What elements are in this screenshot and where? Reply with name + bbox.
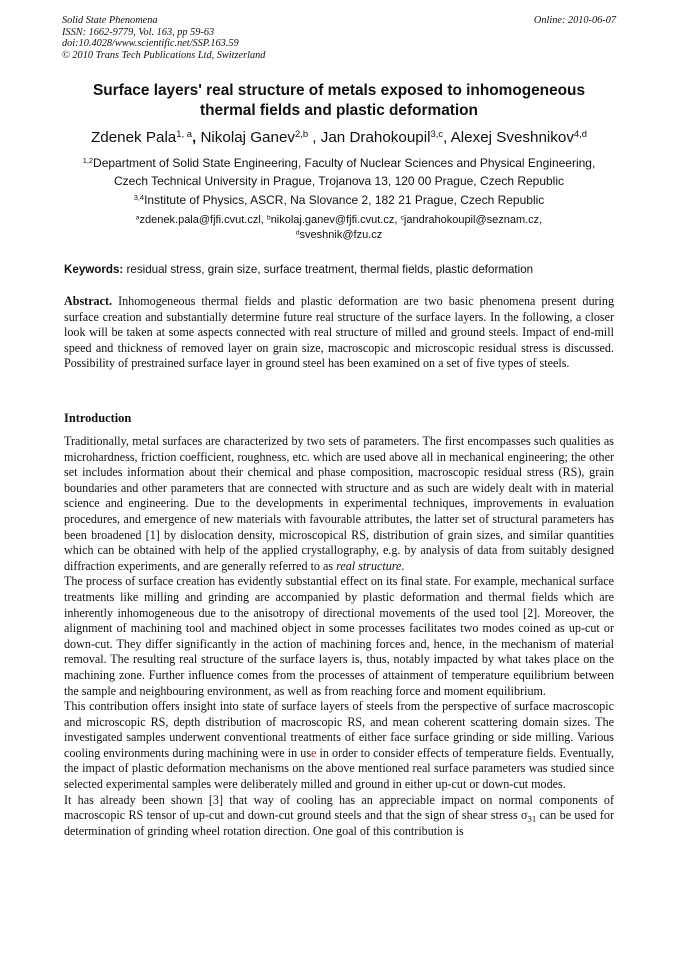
author-name: Zdenek Pala xyxy=(90,129,177,146)
paragraph: Traditionally, metal surfaces are characterized by two sets of parameters. The first encompasses such qualities as microhardness, friction coefficient, roughness, etc. which are used above all in mechanical engineering; the other set includes information about their chemical and phase composition, macroscopic residual stress (RS), grain boundaries and other parameters that are connected with structure and as such are widely dealt with in material science and engineering. Due to the developments in experimental techniques, improvements in evaluation procedures, and emergence of new materials with favourable attributes, the latter set of structural parameters has been broadened [1] by dislocation density, microscopical RS, distribution of grain sizes, and similar quantities which can be obtained with help of the applied crystallography, e.g. by analysis of data from suitably designed diffraction experiments, and are generally referred to as real structure. xyxy=(64,434,614,573)
email-b[interactable]: nikolaj.ganev@fjfi.cvut.cz, xyxy=(270,214,398,226)
author-name: Nikolaj Ganev xyxy=(200,129,295,146)
paper-title xyxy=(60,81,618,120)
keywords-text: residual stress, grain size, surface treatment, thermal fields, plastic deformation xyxy=(126,263,534,276)
email-d[interactable]: sveshnik@fzu.cz xyxy=(299,228,383,241)
affiliation-line: Department of Solid State Engineering, Faculty of Nuclear Sciences and Physical Engineering, xyxy=(93,156,596,170)
abstract xyxy=(64,294,614,372)
title-line-1: Surface layers' real structure of metals exposed to inhomogeneous xyxy=(92,82,586,99)
keywords-label: Keywords: xyxy=(64,263,124,276)
affiliation-sup: 1,2 xyxy=(82,155,94,165)
email-a[interactable]: zdenek.pala@fjfi.cvut.czl, xyxy=(139,214,264,226)
email-list: $^a$zdenek.pala@fjfi.cvut.czl, $^b$nikolaj.ganev@fjfi.cvut.cz, $^c$jandrahokoupil@seznam.cz, $^d$sveshnik@fzu.cz xyxy=(135,214,543,241)
paragraph: The process of surface creation has evidently substantial effect on its final state. For example, mechanical surface treatments like milling and grinding are accompanied by plastic deformation and thermal fields which are inherently inhomogeneous due to the anisotropy of directional movements of the used tool [2]. Moreover, the alignment of machining tool and machined object in some processes facilitates two modes coined as up-cut or down-cut. They differ significantly in the action of machining forces and, hence, in the mechanism of material removal. The resulting real structure of the surface layers is, thus, notably impacted by what takes place on the machining zone. Further influence comes from the processes of attainment of temperature equilibrium between the sample and neighbouring environment, as well as from reaching force and moment equilibrium. xyxy=(64,574,614,698)
paragraph: This contribution offers insight into state of surface layers of steels from the perspective of surface macroscopic and microscopic RS, depth distribution of macroscopic RS, and mean coherent scattering domain sizes. The investigated samples underwent conventional treatments of either face surface grinding or side milling. Various cooling environments during machining were in use in order to consider effects of temperature fields. Eventually, the impact of plastic deformation mechanisms on the above mentioned real surface parameters was studied since selected experimental samples were deliberately milled and ground in either up-cut or down-cut modes. xyxy=(64,699,615,792)
abstract-label: Abstract. xyxy=(64,294,113,308)
journal-name: Solid State Phenomena xyxy=(62,15,158,26)
affiliation-1 xyxy=(50,155,628,190)
issn-line: ISSN: 1662-9779, Vol. 163, pp 59-63 xyxy=(62,26,215,38)
italic-term: real structure xyxy=(336,558,402,573)
author-list: Zdenek Pala$^{1, a}$, Nikolaj Ganev$^{2,b}$ , Jan Drahokoupil$^{3,c}$, Alexej Sveshnikov$^{4,d}$ xyxy=(90,127,588,146)
section-heading-introduction: Introduction xyxy=(64,411,132,425)
affiliation-2 xyxy=(50,192,628,210)
keywords xyxy=(64,262,533,277)
affiliation-line: Institute of Physics, ASCR, Na Slovance 2, 182 21 Prague, Czech Republic xyxy=(144,193,545,207)
introduction-body xyxy=(64,434,614,839)
doi-line: doi:10.4028/www.scientific.net/SSP.163.59 xyxy=(62,38,239,50)
author-sup: 2,b xyxy=(294,127,309,139)
highlighted-letter: e xyxy=(311,745,317,760)
abstract-text: Inhomogeneous thermal fields and plastic deformation are two basic phenomena present during surface creation and substantially determine future real structure of the surface layers. In the following, a closer look will be taken at some aspects connected with real structure of milled and ground steels. Impact of end-mill speed and thickness of removed layer on grain size, macroscopic and microscopic residual stress is discussed. Possibility of prestrained surface layer in ground steel has been examined on a set of five types of steels. xyxy=(64,294,614,371)
email-c[interactable]: jandrahokoupil@seznam.cz, xyxy=(403,214,543,226)
online-date: Online: 2010-06-07 xyxy=(533,15,616,26)
affiliation-sup: 3,4 xyxy=(133,192,145,202)
journal-header xyxy=(62,15,265,61)
affiliation-line: Czech Technical University in Prague, Trojanova 13, 120 00 Prague, Czech Republic xyxy=(113,173,565,188)
author-sup: 4,d xyxy=(573,127,588,139)
copyright-line: © 2010 Trans Tech Publications Ltd, Switzerland xyxy=(62,49,266,61)
author-name: Jan Drahokoupil xyxy=(320,129,431,146)
paragraph: It has already been shown [3] that way of cooling has an appreciable impact on normal components of macroscopic RS tensor of up-cut and down-cut ground steels and that the sign of shear stress $\sigma_{31}$ can be used for determination of grinding wheel rotation direction. One goal of this contribution is xyxy=(64,792,615,838)
subscript: 31 xyxy=(527,813,537,824)
title-line-2: thermal fields and plastic deformation xyxy=(200,101,478,119)
author-sup: 3,c xyxy=(430,127,444,139)
author-sup: 1, a xyxy=(176,127,192,139)
author-name: Alexej Sveshnikov xyxy=(450,129,574,146)
